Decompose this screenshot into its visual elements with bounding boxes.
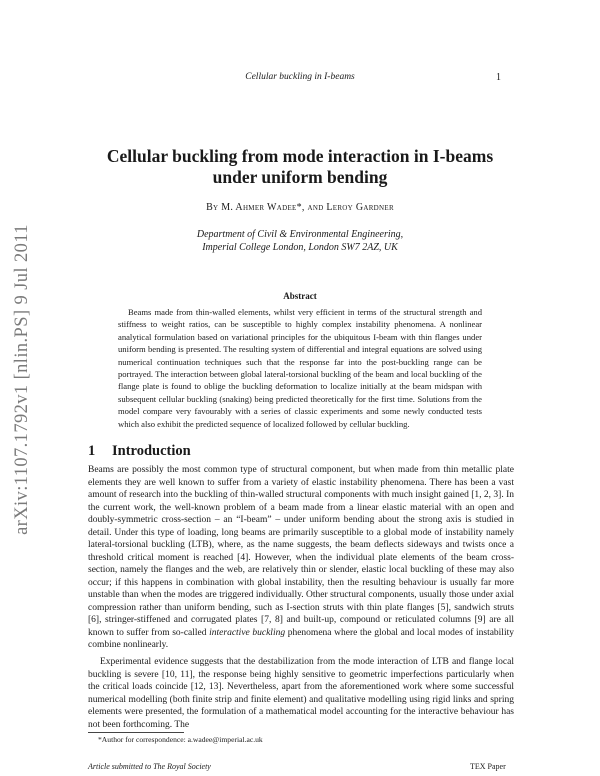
- paragraph-1-emphasis: interactive buckling: [209, 627, 286, 638]
- running-title: Cellular buckling in I-beams: [245, 72, 355, 82]
- section-heading: [88, 443, 191, 460]
- paper-title: Cellular buckling from mode interaction in I-beams under uniform bending: [106, 146, 494, 187]
- section-title: Introduction: [112, 443, 191, 459]
- footnote: *Author for correspondence: a.wadee@imperial.ac.uk: [98, 735, 263, 744]
- page-number: 1: [496, 72, 501, 83]
- introduction-paragraph-2: Experimental evidence suggests that the destabilization from the mode interaction of LTB and flange local buckling is severe [10, 11], the response being highly sensitive to geometric imperfections particularly when the critical loads coincide [12, 13]. Nevertheless, apart from the aforementioned work where some successful numerical modelling (both finite strip and finite element) and qualitative modelling using rigid links and spring elements were presented, the formulation of a mathematical model accounting for the interactive behaviour has not been forthcoming. The: [88, 657, 514, 730]
- paragraph-1-text-a: Beams are possibly the most common type of structural component, but when made from thin metallic plate elements they are well known to suffer from a variety of elastic instability phenomena. There has been a vast amount of research into the buckling of thin-walled structural components with much insight gained [1, 2, 3]. In the current work, the well-known problem of a beam made from a linear elastic material with an open and doubly-symmetric cross-section – an “I-beam” – under uniform bending about the strong axis is studied in detail. Under this type of loading, long beams are primarily susceptible to a global mode of instability namely lateral-torsional buckling (LTB), where, as the name suggests, the beam deflects sideways and twists once a threshold critical moment is reached [4]. However, when the individual plate elements of the beam cross-section, namely the flanges and the web, are relatively thin or slender, elastic local buckling of these may also occur; if this happens in combination with global instability, then the resulting behaviour is usually far more unstable than when the modes are triggered individually. Other structural components, usually those under axial compression rather than uniform bending, such as I-section struts with thin plate flanges [5], sandwich struts [6], stringer-stiffened and corrugated plates [7, 8] and built-up, compound or reticulated columns [9] are all known to suffer from so-called: [88, 465, 514, 638]
- footer-submission-note: Article submitted to The Royal Society: [88, 762, 211, 771]
- arxiv-identifier-text: arXiv:1107.1792v1 [nlin.PS] 9 Jul 2011: [11, 223, 32, 535]
- introduction-paragraph-1: [88, 464, 514, 652]
- abstract-body: Beams made from thin-walled elements, whilst very efficient in terms of the structural strength and stiffness to weight ratios, can be susceptible to highly complex instability phenomena. A nonlinear analytical formulation based on variational principles for the ubiquitous I-beam with thin flanges under uniform bending is presented. The resulting system of differential and integral equations are solved using numerical continuation techniques such that the response far into the post-buckling range can be portrayed. The interaction between global lateral-torsional buckling of the beam and local buckling of the flange plate is found to oblige the buckling deformation to localize initially at the beam midspan with subsequent cellular buckling (snaking) being predicted theoretically for the first time. Solutions from the model compare very favourably with a series of classic experiments and some newly conducted tests which also exhibit the predicted sequence of localized followed by cellular buckling.: [118, 307, 482, 429]
- affiliation-line-2: Imperial College London, London SW7 2AZ, UK: [202, 242, 398, 253]
- abstract-heading: Abstract: [283, 291, 317, 301]
- section-number: 1: [88, 443, 96, 459]
- footer-tex-paper: TEX Paper: [470, 762, 506, 771]
- arxiv-identifier-stamp: [2, 214, 42, 544]
- footnote-rule: [88, 732, 184, 733]
- paragraph-1-text-b: phenomena where the global and local modes of instability combine nonlinearly.: [88, 627, 514, 650]
- authors-line: By M. Ahmer Wadee*, and Leroy Gardner: [206, 202, 394, 213]
- affiliation-line-1: Department of Civil & Environmental Engineering,: [196, 229, 404, 240]
